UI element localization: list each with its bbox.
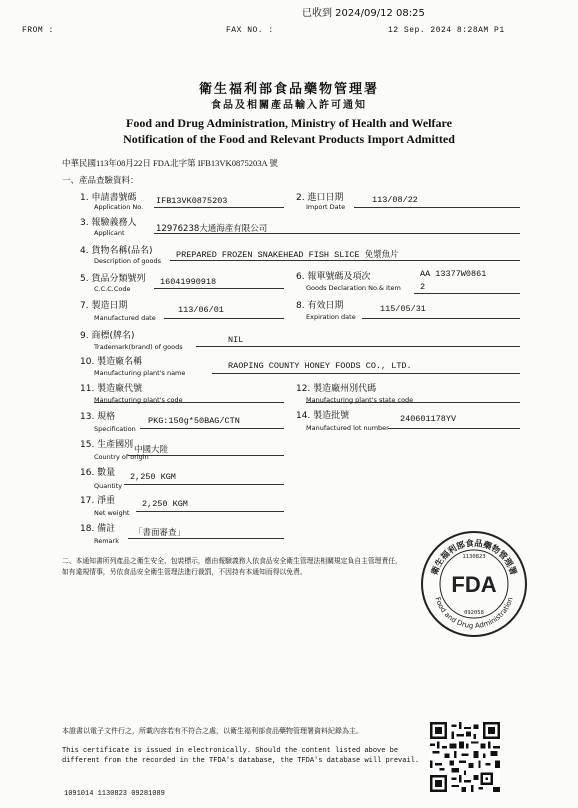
remark-label-en: Remark [94,537,119,545]
agency-title-zh: 衛生福利部食品藥物管理署 [198,81,379,96]
net-weight-label-en: Net weight [94,509,130,517]
goods-value: PREPARED FROZEN SNAKEHEAD FISH SLICE 免漿魚片 [176,250,399,260]
plant-state-label: 12. 製造廠州別代碼 [296,384,377,394]
applicant-value: 12976238大通海產有限公司 [156,224,268,234]
applicant-label-en: Applicant [94,229,125,237]
fax-datetime: 12 Sep. 2024 8:28AM P1 [388,26,505,35]
agency-title-en: Food and Drug Administration, Ministry of Health and Welfare [126,116,452,130]
electronic-cert-note-en: This certificate is issued in electronically. Should the content listed above be different from the recorded in the TFDA's database, the TFDA's database will prevail. [62,747,420,765]
exp-date-label: 8. 有效日期 [296,301,344,311]
lot-value: 240601178YV [400,414,457,424]
spec-value: PKG:150g*50BAG/CTN [148,416,240,426]
section-heading: 一、產品查驗資料： [62,175,139,185]
mfg-date-label: 7. 製造日期 [80,301,128,311]
plant-code-label-en: Manufacturing plant's code [94,396,183,404]
declaration-label-en: Goods Declaration No.& Item [306,284,401,292]
exp-date-label-en: Expiration date [306,313,356,321]
origin-label-en: Country of origin [94,453,149,461]
seal-bottom-text: Food and Drug Administration [433,596,515,631]
exp-date-value: 115/05/31 [380,304,426,314]
plant-name-label-en: Manufacturing plant's name [94,369,186,377]
application-no-value: IFB13VK0875203 [156,196,228,206]
seal-top-text: 衛生福利部食品藥物管理署 [430,538,518,577]
liability-note: 二、本通知書所列產品之衛生安全、包裝標示，應由報驗義務人依食品安全衛生管理法相關規定負自主管理責任，如有違規情事，另依食品安全衛生管理法進行裁罰，不因持有本通知而得以免責。 [62,557,402,576]
electronic-cert-note-zh: 本證書以電子文件行之，所載內容若有不符合之處，以衛生福利部食品藥物管理署資料紀錄為主。 [62,727,363,735]
applicant-label: 3. 報驗義務人 [80,218,137,228]
lot-label: 14. 製造批號 [296,411,350,421]
goods-label: 4. 貨物名稱(品名) [80,246,153,256]
spec-label: 13. 規格 [80,412,116,422]
remark-label: 18. 備註 [80,524,116,534]
trademark-value: NIL [228,335,244,345]
application-no-label-en: Application No. [94,203,144,211]
quantity-label-en: Quantity [94,482,123,490]
qr-code-icon [430,722,500,792]
declaration-label: 6. 報單號碼及項次 [296,272,371,282]
document-number: 中華民國113年08月22日 FDA北字第 IFB13VK0875203A 號 [62,158,278,168]
seal-center-text: FDA [451,572,497,597]
remark-value: 「書面審查」 [134,528,186,538]
net-weight-value: 2,250 KGM [142,499,188,509]
origin-value: 中國大陸 [134,445,169,455]
seal-code-bottom: 092058 [464,610,484,616]
declaration-value: AA 13377W0861 [420,269,487,279]
ccc-label: 5. 貨品分類號列 [80,274,146,284]
fda-seal [420,530,528,638]
notice-title-zh: 食品及相關產品輸入許可通知 [211,100,367,111]
quantity-label: 16. 數量 [80,468,116,478]
import-date-value: 113/08/22 [372,195,418,205]
plant-state-label-en: Manufacturing plant's state code [306,396,414,404]
ccc-value: 16041990918 [160,277,217,287]
trademark-label: 9. 商標(牌名) [80,331,135,341]
lot-label-en: Manufactured lot number [306,424,389,432]
trademark-label-en: Trademark(brand) of goods [94,343,183,351]
seal-code-top: 1130823 [462,554,486,560]
fax-number: FAX NO. : [226,26,274,35]
goods-label-en: Description of goods [94,257,162,265]
quantity-value: 2,250 KGM [130,472,176,482]
net-weight-label: 17. 淨重 [80,496,116,506]
plant-code-label: 11. 製造廠代號 [80,384,143,394]
import-date-label-en: Import Date [306,203,346,211]
import-date-label: 2. 進口日期 [296,193,344,203]
plant-name-label: 10. 製造廠名稱 [80,357,143,367]
application-no-label: 1. 申請書號碼 [80,193,137,203]
spec-label-en: Specification [94,425,136,433]
mfg-date-value: 113/06/01 [178,305,224,315]
notice-title-en: Notification of the Food and Relevant Products Import Admitted [123,132,455,146]
plant-name-value: RAOPING COUNTY HONEY FOODS CO., LTD. [228,361,412,371]
mfg-date-label-en: Manufactured date [94,314,156,322]
origin-label: 15. 生產國別 [80,440,134,450]
ccc-label-en: C.C.C.Code [94,285,131,293]
fax-from: FROM : [22,26,54,35]
declaration-item: 2 [420,282,426,292]
received-stamp: 已收到 2024/09/12 08:25 [302,8,425,19]
document-serial: 1091014 1130823 09281089 [64,790,165,798]
